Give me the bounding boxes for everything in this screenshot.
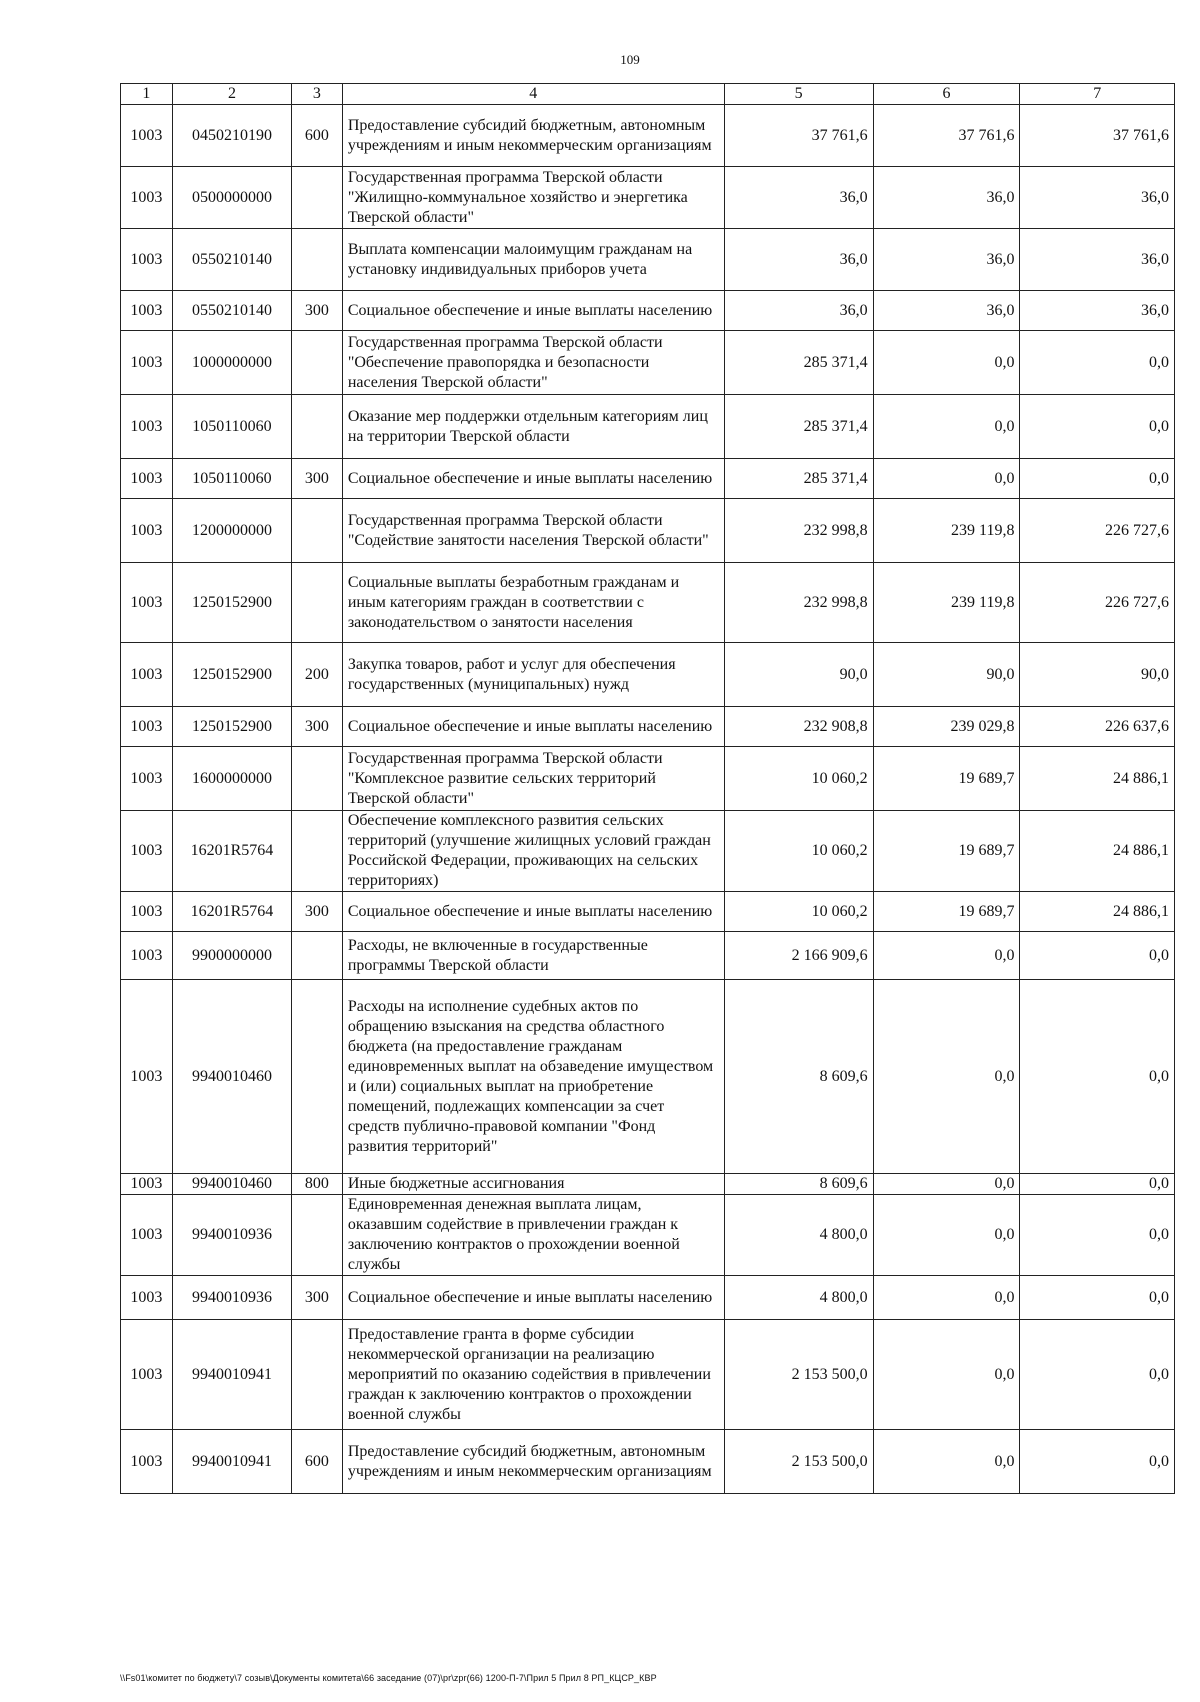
- expense-type-cell: [292, 229, 343, 291]
- header-row: [121, 84, 1175, 105]
- footer-file-path: \\Fs01\комитет по бюджету\7 созыв\Документы комитета\66 заседание (07)\pr\zpr(66) 1200-П-7\Прил 5 Прил 8 РП_КЦСР_КВР: [120, 1673, 657, 1683]
- amount-cell: 0,0: [873, 1276, 1020, 1320]
- amount-cell: 0,0: [1020, 331, 1175, 395]
- csr-cell: 1000000000: [172, 331, 291, 395]
- csr-cell: 9940010941: [172, 1320, 291, 1430]
- amount-cell: 226 727,6: [1020, 563, 1175, 643]
- expense-type-cell: [292, 395, 343, 459]
- code-cell: 1003: [121, 1430, 173, 1494]
- csr-cell: 16201R5764: [172, 811, 291, 892]
- amount-cell: 2 166 909,6: [724, 932, 873, 980]
- description-cell: Оказание мер поддержки отдельным категориям лиц на территории Тверской области: [342, 395, 724, 459]
- amount-cell: 36,0: [1020, 229, 1175, 291]
- expense-type-cell: [292, 331, 343, 395]
- amount-cell: 0,0: [1020, 980, 1175, 1174]
- table-row: [121, 459, 1175, 499]
- expense-type-cell: [292, 1320, 343, 1430]
- amount-cell: 19 689,7: [873, 747, 1020, 811]
- amount-cell: 2 153 500,0: [724, 1430, 873, 1494]
- expense-type-cell: 300: [292, 707, 343, 747]
- table-body: [121, 105, 1175, 1494]
- code-cell: 1003: [121, 811, 173, 892]
- csr-cell: 9940010941: [172, 1430, 291, 1494]
- expense-type-cell: 300: [292, 892, 343, 932]
- amount-cell: 226 727,6: [1020, 499, 1175, 563]
- amount-cell: 24 886,1: [1020, 892, 1175, 932]
- table-row: [121, 980, 1175, 1174]
- expense-type-cell: 300: [292, 1276, 343, 1320]
- csr-cell: 1050110060: [172, 459, 291, 499]
- column-header: 7: [1020, 84, 1175, 105]
- description-cell: Выплата компенсации малоимущим гражданам на установку индивидуальных приборов учета: [342, 229, 724, 291]
- amount-cell: 90,0: [724, 643, 873, 707]
- description-cell: Расходы на исполнение судебных актов по обращению взыскания на средства областного бюджета (на предоставление гражданам единовременных выплат на обзаведение имуществом и (или) социальных выплат на приобретение помещений, подлежащих компенсации за счет средств публично-правовой компании "Фонд развития территорий": [342, 980, 724, 1174]
- amount-cell: 226 637,6: [1020, 707, 1175, 747]
- code-cell: 1003: [121, 1320, 173, 1430]
- amount-cell: 8 609,6: [724, 980, 873, 1174]
- code-cell: 1003: [121, 980, 173, 1174]
- column-header: 3: [292, 84, 343, 105]
- amount-cell: 10 060,2: [724, 892, 873, 932]
- amount-cell: 0,0: [1020, 1195, 1175, 1276]
- amount-cell: 19 689,7: [873, 892, 1020, 932]
- csr-cell: 16201R5764: [172, 892, 291, 932]
- csr-cell: 1250152900: [172, 707, 291, 747]
- code-cell: 1003: [121, 707, 173, 747]
- table-row: [121, 105, 1175, 167]
- csr-cell: 1050110060: [172, 395, 291, 459]
- code-cell: 1003: [121, 331, 173, 395]
- description-cell: Закупка товаров, работ и услуг для обеспечения государственных (муниципальных) нужд: [342, 643, 724, 707]
- description-cell: Государственная программа Тверской области "Комплексное развитие сельских территорий Тверской области": [342, 747, 724, 811]
- description-cell: Социальные выплаты безработным гражданам и иным категориям граждан в соответствии с законодательством о занятости населения: [342, 563, 724, 643]
- amount-cell: 0,0: [1020, 932, 1175, 980]
- amount-cell: 4 800,0: [724, 1195, 873, 1276]
- budget-table: [120, 83, 1175, 1494]
- csr-cell: 1250152900: [172, 563, 291, 643]
- expense-type-cell: 800: [292, 1174, 343, 1195]
- csr-cell: 9940010460: [172, 980, 291, 1174]
- expense-type-cell: [292, 980, 343, 1174]
- description-cell: Предоставление субсидий бюджетным, автономным учреждениям и иным некоммерческим организациям: [342, 1430, 724, 1494]
- amount-cell: 232 998,8: [724, 563, 873, 643]
- description-cell: Государственная программа Тверской области "Содействие занятости населения Тверской области": [342, 499, 724, 563]
- amount-cell: 0,0: [1020, 1320, 1175, 1430]
- page-number: 109: [620, 52, 640, 67]
- description-cell: Единовременная денежная выплата лицам, оказавшим содействие в привлечении граждан к заключению контрактов о прохождении военной службы: [342, 1195, 724, 1276]
- csr-cell: 9940010460: [172, 1174, 291, 1195]
- amount-cell: 36,0: [873, 291, 1020, 331]
- expense-type-cell: [292, 563, 343, 643]
- amount-cell: 0,0: [873, 980, 1020, 1174]
- amount-cell: 10 060,2: [724, 747, 873, 811]
- csr-cell: 9940010936: [172, 1195, 291, 1276]
- amount-cell: 36,0: [724, 229, 873, 291]
- column-header: 1: [121, 84, 173, 105]
- amount-cell: 239 029,8: [873, 707, 1020, 747]
- expense-type-cell: 200: [292, 643, 343, 707]
- table-row: [121, 892, 1175, 932]
- amount-cell: 37 761,6: [724, 105, 873, 167]
- table-row: [121, 643, 1175, 707]
- amount-cell: 0,0: [873, 395, 1020, 459]
- description-cell: Предоставление субсидий бюджетным, автономным учреждениям и иным некоммерческим организациям: [342, 105, 724, 167]
- code-cell: 1003: [121, 459, 173, 499]
- expense-type-cell: [292, 1195, 343, 1276]
- code-cell: 1003: [121, 747, 173, 811]
- expense-type-cell: [292, 747, 343, 811]
- code-cell: 1003: [121, 167, 173, 229]
- amount-cell: 24 886,1: [1020, 811, 1175, 892]
- amount-cell: 90,0: [873, 643, 1020, 707]
- amount-cell: 0,0: [1020, 1430, 1175, 1494]
- amount-cell: 285 371,4: [724, 395, 873, 459]
- amount-cell: 0,0: [1020, 395, 1175, 459]
- csr-cell: 0550210140: [172, 229, 291, 291]
- code-cell: 1003: [121, 563, 173, 643]
- table-row: [121, 707, 1175, 747]
- amount-cell: 4 800,0: [724, 1276, 873, 1320]
- table-row: [121, 499, 1175, 563]
- amount-cell: 239 119,8: [873, 563, 1020, 643]
- amount-cell: 0,0: [1020, 1276, 1175, 1320]
- description-cell: Социальное обеспечение и иные выплаты населению: [342, 892, 724, 932]
- expense-type-cell: 300: [292, 459, 343, 499]
- amount-cell: 19 689,7: [873, 811, 1020, 892]
- description-cell: Государственная программа Тверской области "Обеспечение правопорядка и безопасности населения Тверской области": [342, 331, 724, 395]
- csr-cell: 9940010936: [172, 1276, 291, 1320]
- amount-cell: 36,0: [873, 229, 1020, 291]
- amount-cell: 0,0: [873, 1430, 1020, 1494]
- table-row: [121, 1430, 1175, 1494]
- column-header: 5: [724, 84, 873, 105]
- csr-cell: 1600000000: [172, 747, 291, 811]
- description-cell: Иные бюджетные ассигнования: [342, 1174, 724, 1195]
- description-cell: Расходы, не включенные в государственные программы Тверской области: [342, 932, 724, 980]
- csr-cell: 0550210140: [172, 291, 291, 331]
- code-cell: 1003: [121, 395, 173, 459]
- csr-cell: 0500000000: [172, 167, 291, 229]
- amount-cell: 0,0: [873, 932, 1020, 980]
- amount-cell: 285 371,4: [724, 459, 873, 499]
- amount-cell: 0,0: [1020, 1174, 1175, 1195]
- description-cell: Социальное обеспечение и иные выплаты населению: [342, 291, 724, 331]
- csr-cell: 1250152900: [172, 643, 291, 707]
- amount-cell: 0,0: [873, 1320, 1020, 1430]
- code-cell: 1003: [121, 643, 173, 707]
- code-cell: 1003: [121, 291, 173, 331]
- column-header: 6: [873, 84, 1020, 105]
- code-cell: 1003: [121, 892, 173, 932]
- description-cell: Социальное обеспечение и иные выплаты населению: [342, 1276, 724, 1320]
- csr-cell: 9900000000: [172, 932, 291, 980]
- expense-type-cell: [292, 932, 343, 980]
- code-cell: 1003: [121, 1195, 173, 1276]
- code-cell: 1003: [121, 1174, 173, 1195]
- amount-cell: 90,0: [1020, 643, 1175, 707]
- description-cell: Обеспечение комплексного развития сельских территорий (улучшение жилищных условий граждан Российской Федерации, проживающих на сельских территориях): [342, 811, 724, 892]
- code-cell: 1003: [121, 229, 173, 291]
- description-cell: Предоставление гранта в форме субсидии некоммерческой организации на реализацию мероприятий по оказанию содействия в привлечении граждан к заключению контрактов о прохождении военной службы: [342, 1320, 724, 1430]
- table-row: [121, 395, 1175, 459]
- amount-cell: 0,0: [873, 1174, 1020, 1195]
- amount-cell: 239 119,8: [873, 499, 1020, 563]
- amount-cell: 0,0: [873, 331, 1020, 395]
- table-row: [121, 1320, 1175, 1430]
- amount-cell: 0,0: [873, 1195, 1020, 1276]
- code-cell: 1003: [121, 1276, 173, 1320]
- expense-type-cell: [292, 499, 343, 563]
- amount-cell: 232 998,8: [724, 499, 873, 563]
- amount-cell: 2 153 500,0: [724, 1320, 873, 1430]
- amount-cell: 24 886,1: [1020, 747, 1175, 811]
- code-cell: 1003: [121, 105, 173, 167]
- amount-cell: 0,0: [1020, 459, 1175, 499]
- table-row: [121, 811, 1175, 892]
- amount-cell: 8 609,6: [724, 1174, 873, 1195]
- expense-type-cell: [292, 167, 343, 229]
- amount-cell: 0,0: [873, 459, 1020, 499]
- table-row: [121, 229, 1175, 291]
- table-row: [121, 1195, 1175, 1276]
- code-cell: 1003: [121, 932, 173, 980]
- table-row: [121, 1276, 1175, 1320]
- table-row: [121, 1174, 1175, 1195]
- amount-cell: 285 371,4: [724, 331, 873, 395]
- expense-type-cell: 600: [292, 105, 343, 167]
- expense-type-cell: 600: [292, 1430, 343, 1494]
- description-cell: Социальное обеспечение и иные выплаты населению: [342, 459, 724, 499]
- table-row: [121, 932, 1175, 980]
- table-row: [121, 563, 1175, 643]
- table-row: [121, 331, 1175, 395]
- code-cell: 1003: [121, 499, 173, 563]
- description-cell: Государственная программа Тверской области "Жилищно-коммунальное хозяйство и энергетика Тверской области": [342, 167, 724, 229]
- amount-cell: 36,0: [724, 291, 873, 331]
- column-header: 2: [172, 84, 291, 105]
- amount-cell: 36,0: [724, 167, 873, 229]
- amount-cell: 36,0: [1020, 291, 1175, 331]
- expense-type-cell: [292, 811, 343, 892]
- table-row: [121, 167, 1175, 229]
- amount-cell: 37 761,6: [1020, 105, 1175, 167]
- csr-cell: 1200000000: [172, 499, 291, 563]
- description-cell: Социальное обеспечение и иные выплаты населению: [342, 707, 724, 747]
- amount-cell: 232 908,8: [724, 707, 873, 747]
- amount-cell: 36,0: [873, 167, 1020, 229]
- table-row: [121, 291, 1175, 331]
- amount-cell: 10 060,2: [724, 811, 873, 892]
- amount-cell: 37 761,6: [873, 105, 1020, 167]
- column-header: 4: [342, 84, 724, 105]
- expense-type-cell: 300: [292, 291, 343, 331]
- table-row: [121, 747, 1175, 811]
- amount-cell: 36,0: [1020, 167, 1175, 229]
- csr-cell: 0450210190: [172, 105, 291, 167]
